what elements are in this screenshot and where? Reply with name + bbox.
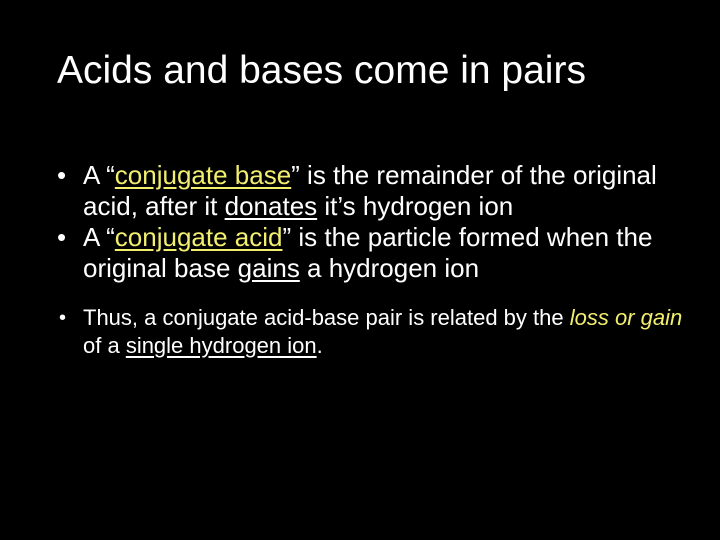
emphasis-gains: gains xyxy=(237,253,300,283)
bullet-text-lead: A “ xyxy=(83,160,115,190)
bullet-text-end: a hydrogen ion xyxy=(299,253,480,283)
emphasis-donates: donates xyxy=(224,191,318,221)
emphasis-single-hydrogen-ion: single hydrogen ion xyxy=(125,333,317,358)
bullet-text-lead: A “ xyxy=(83,222,115,252)
sub-bullet-text-lead: Thus, a conjugate acid-base pair is related by the xyxy=(83,305,570,330)
sub-bullet-text-end: . xyxy=(316,333,323,358)
bullet-text-end: it’s hydrogen ion xyxy=(317,191,514,221)
bullet-marker: • xyxy=(57,222,67,252)
bullet-marker: • xyxy=(59,307,67,329)
slide-title: Acids and bases come in pairs xyxy=(57,49,586,92)
sub-bullet-item xyxy=(57,304,697,360)
bullet-item-conjugate-base xyxy=(57,160,697,222)
bullet-marker: • xyxy=(57,160,67,190)
sub-bullet-text-middle: of a xyxy=(83,333,126,358)
term-conjugate-acid: conjugate acid xyxy=(114,222,283,252)
bullet-text-middle: ” is the remainder of the original acid, after it xyxy=(83,160,657,221)
bullet-text-middle: ” is the particle formed when the original base xyxy=(83,222,653,283)
bullet-list xyxy=(57,160,697,360)
emphasis-loss-or-gain: loss or gain xyxy=(569,305,683,330)
term-conjugate-base: conjugate base xyxy=(114,160,292,190)
bullet-item-conjugate-acid xyxy=(57,222,697,284)
